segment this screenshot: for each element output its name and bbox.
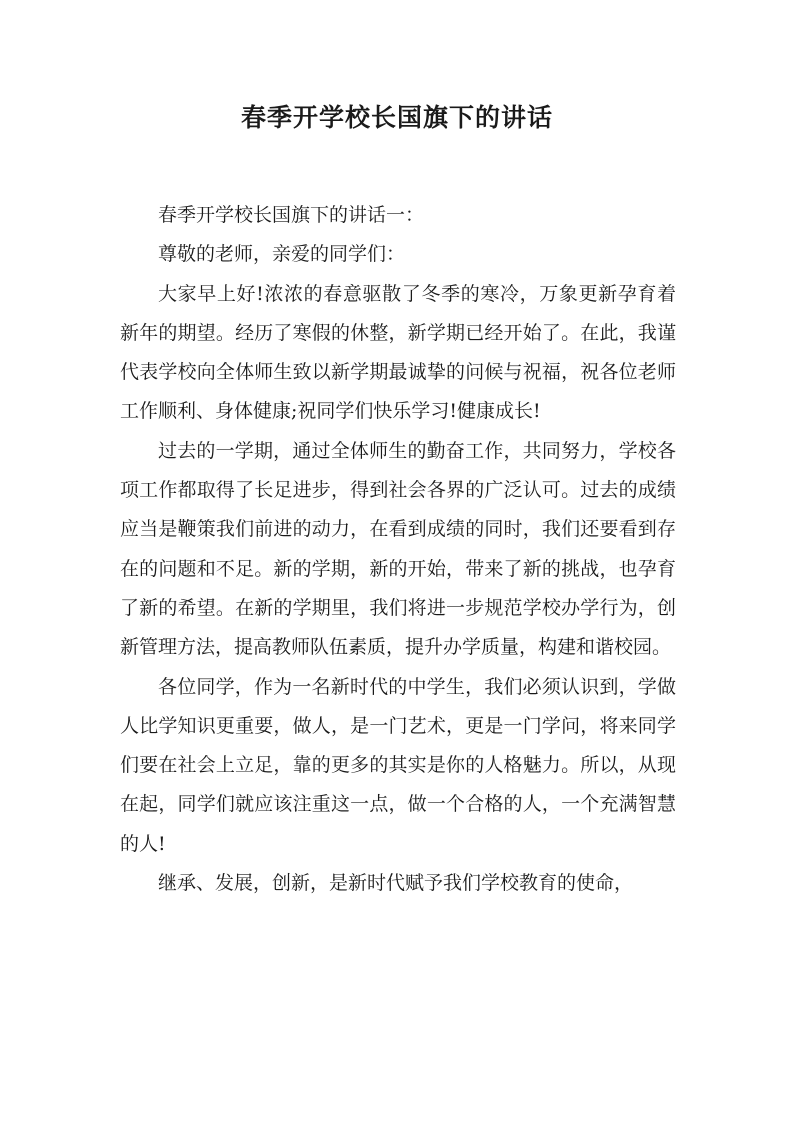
document-body — [120, 196, 676, 903]
paragraph: 过去的一学期，通过全体师生的勤奋工作，共同努力，学校各项工作都取得了长足进步，得到社会各界的广泛认可。过去的成绩应当是鞭策我们前进的动力，在看到成绩的同时，我们还要看到存在的问题和不足。新的学期，新的开始，带来了新的挑战，也孕育了新的希望。在新的学期里，我们将进一步规范学校办学行为，创新管理方法，提高教师队伍素质，提升办学质量，构建和谐校园。 — [120, 439, 676, 659]
paragraph-heading: 春季开学校长国旗下的讲话一： — [158, 204, 425, 226]
paragraph-salutation: 尊敬的老师，亲爱的同学们： — [158, 243, 406, 266]
document-title: 春季开学校长国旗下的讲话 — [240, 103, 553, 132]
paragraph: 继承、发展，创新，是新时代赋予我们学校教育的使命， — [158, 872, 634, 895]
paragraph: 大家早上好!浓浓的春意驱散了冬季的寒冷，万象更新孕育着新年的期望。经历了寒假的休整，新学期已经开始了。在此，我谨代表学校向全体师生致以新学期最诚挚的问候与祝福，祝各位老师工作顺利、身体健康;祝同学们快乐学习!健康成长! — [120, 282, 676, 423]
paragraph: 各位同学，作为一名新时代的中学生，我们必须认识到，学做人比学知识更重要，做人，是一门艺术，更是一门学问，将来同学们要在社会上立足，靠的更多的其实是你的人格魅力。所以，从现在起，同学们就应该注重这一点，做一个合格的人，一个充满智慧的人! — [120, 675, 676, 855]
